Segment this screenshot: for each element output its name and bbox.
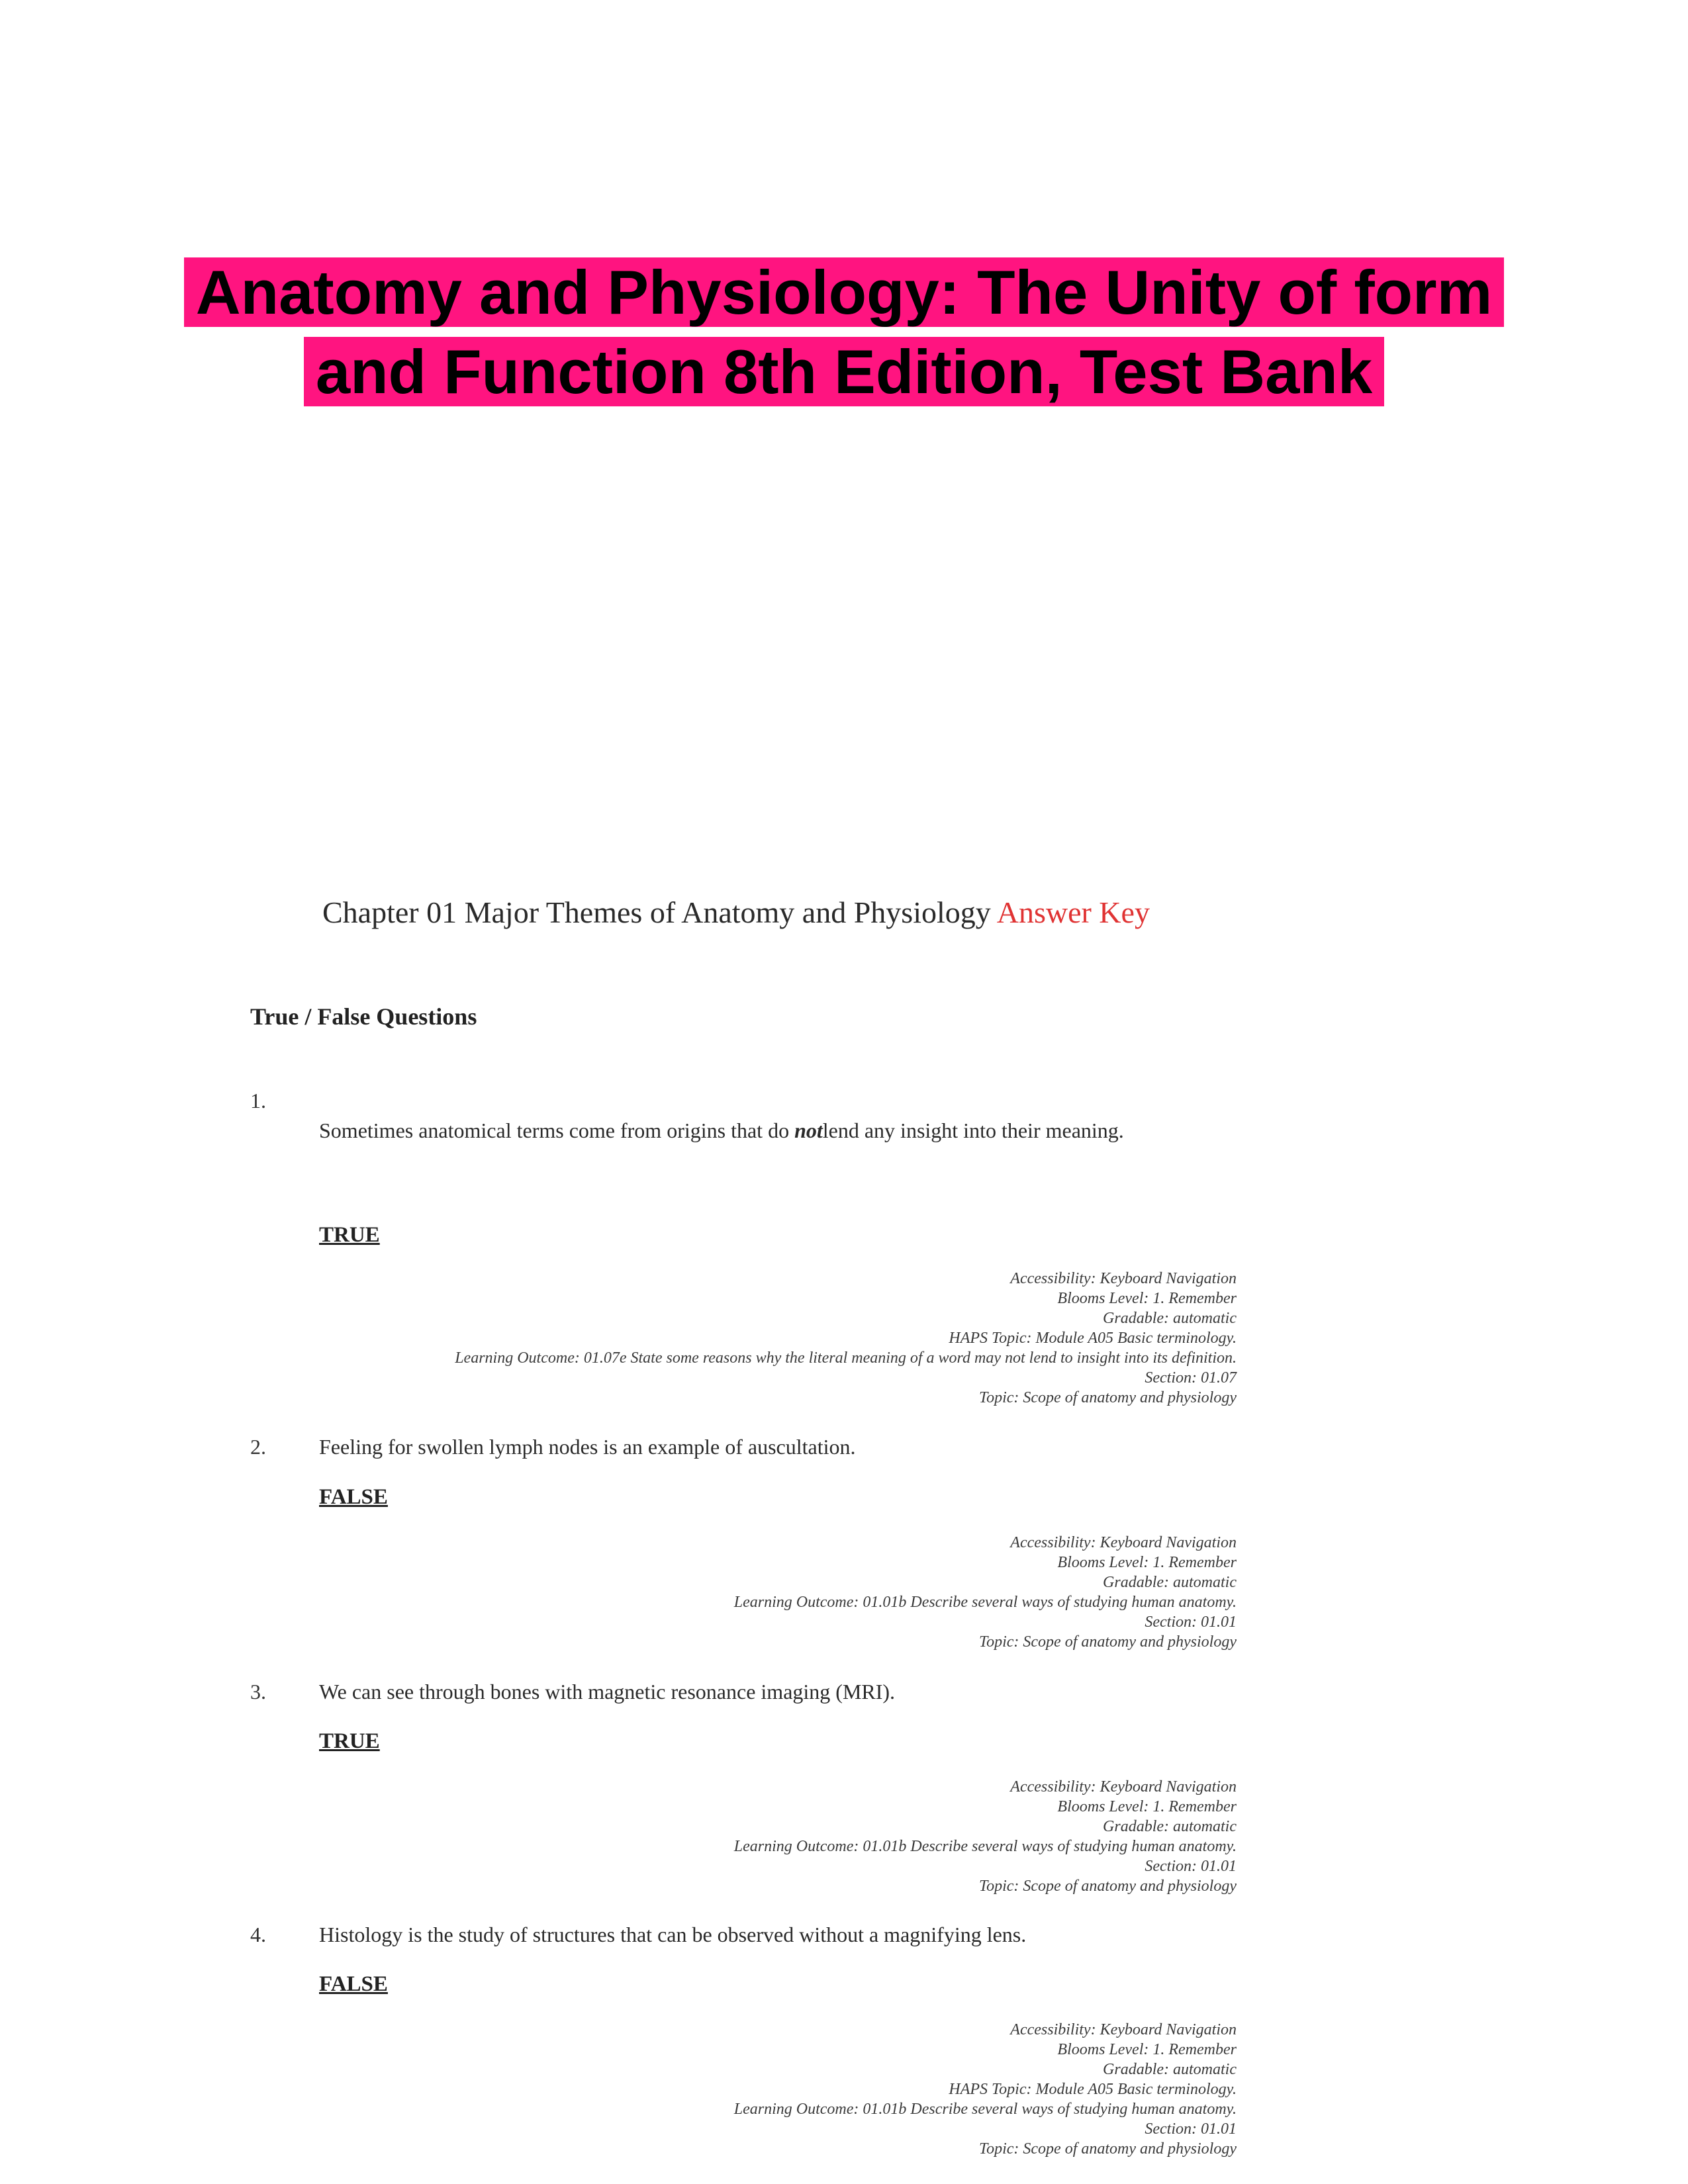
question-answer: TRUE	[319, 1223, 380, 1247]
title-line-2: and Function 8th Edition, Test Bank	[304, 337, 1384, 406]
chapter-title: Chapter 01 Major Themes of Anatomy and Physiology	[322, 895, 991, 929]
answer-key-label: Answer Key	[996, 895, 1150, 929]
meta-line: Learning Outcome: 01.01b Describe several ways of studying human anatomy.	[733, 1594, 1237, 1611]
meta-line: Section: 01.07	[1145, 1369, 1237, 1387]
meta-line: Gradable: automatic	[1103, 2061, 1237, 2078]
question-meta	[455, 1269, 1237, 1408]
meta-line: Blooms Level: 1. Remember	[1057, 1798, 1237, 1815]
meta-line: Topic: Scope of anatomy and physiology	[978, 2140, 1237, 2158]
question-text-emphasis: not	[794, 1118, 823, 1142]
meta-line: Gradable: automatic	[1103, 1818, 1237, 1835]
meta-line: Section: 01.01	[1145, 1858, 1237, 1875]
meta-line: Learning Outcome: 01.01b Describe several ways of studying human anatomy.	[733, 2101, 1237, 2118]
title-line-1: Anatomy and Physiology: The Unity of form	[184, 257, 1504, 327]
question-text	[319, 1118, 1124, 1143]
meta-line: Topic: Scope of anatomy and physiology	[978, 1389, 1237, 1406]
question-text-part: lend any insight into their meaning.	[822, 1118, 1124, 1142]
meta-line: HAPS Topic: Module A05 Basic terminology.	[949, 2081, 1237, 2098]
question-number: 1.	[250, 1089, 266, 1113]
meta-line: Blooms Level: 1. Remember	[1057, 1554, 1237, 1571]
meta-line: Accessibility: Keyboard Navigation	[1010, 1534, 1237, 1551]
question-meta	[734, 1533, 1237, 1652]
question-meta	[734, 2020, 1237, 2159]
question-answer: FALSE	[319, 1485, 388, 1509]
meta-line: Learning Outcome: 01.07e State some reasons why the literal meaning of a word may not lend to insight into its definition.	[455, 1349, 1237, 1367]
question-answer: FALSE	[319, 1972, 388, 1996]
meta-line: Accessibility: Keyboard Navigation	[1010, 1778, 1237, 1796]
question-number: 3.	[250, 1680, 266, 1704]
question-answer: TRUE	[319, 1729, 380, 1753]
meta-line: Section: 01.01	[1145, 1614, 1237, 1631]
question-number: 4.	[250, 1923, 266, 1946]
meta-line: Learning Outcome: 01.01b Describe several ways of studying human anatomy.	[733, 1838, 1237, 1855]
meta-line: Topic: Scope of anatomy and physiology	[978, 1633, 1237, 1651]
question-text: We can see through bones with magnetic resonance imaging (MRI).	[319, 1680, 896, 1704]
question-text-part: Sometimes anatomical terms come from origins that do	[319, 1118, 795, 1142]
section-heading: True / False Questions	[250, 1003, 477, 1030]
meta-line: HAPS Topic: Module A05 Basic terminology.	[949, 1330, 1237, 1347]
meta-line: Gradable: automatic	[1103, 1574, 1237, 1591]
question-meta	[734, 1777, 1237, 1896]
meta-line: Gradable: automatic	[1103, 1310, 1237, 1327]
question-text: Feeling for swollen lymph nodes is an example of auscultation.	[319, 1435, 856, 1459]
meta-line: Topic: Scope of anatomy and physiology	[978, 1878, 1237, 1895]
question-text: Histology is the study of structures that can be observed without a magnifying lens.	[319, 1923, 1027, 1946]
meta-line: Blooms Level: 1. Remember	[1057, 2041, 1237, 2058]
meta-line: Accessibility: Keyboard Navigation	[1010, 2021, 1237, 2038]
meta-line: Section: 01.01	[1145, 2120, 1237, 2138]
question-number: 2.	[250, 1435, 266, 1459]
meta-line: Accessibility: Keyboard Navigation	[1010, 1270, 1237, 1287]
meta-line: Blooms Level: 1. Remember	[1057, 1290, 1237, 1307]
chapter-heading	[322, 895, 1150, 930]
